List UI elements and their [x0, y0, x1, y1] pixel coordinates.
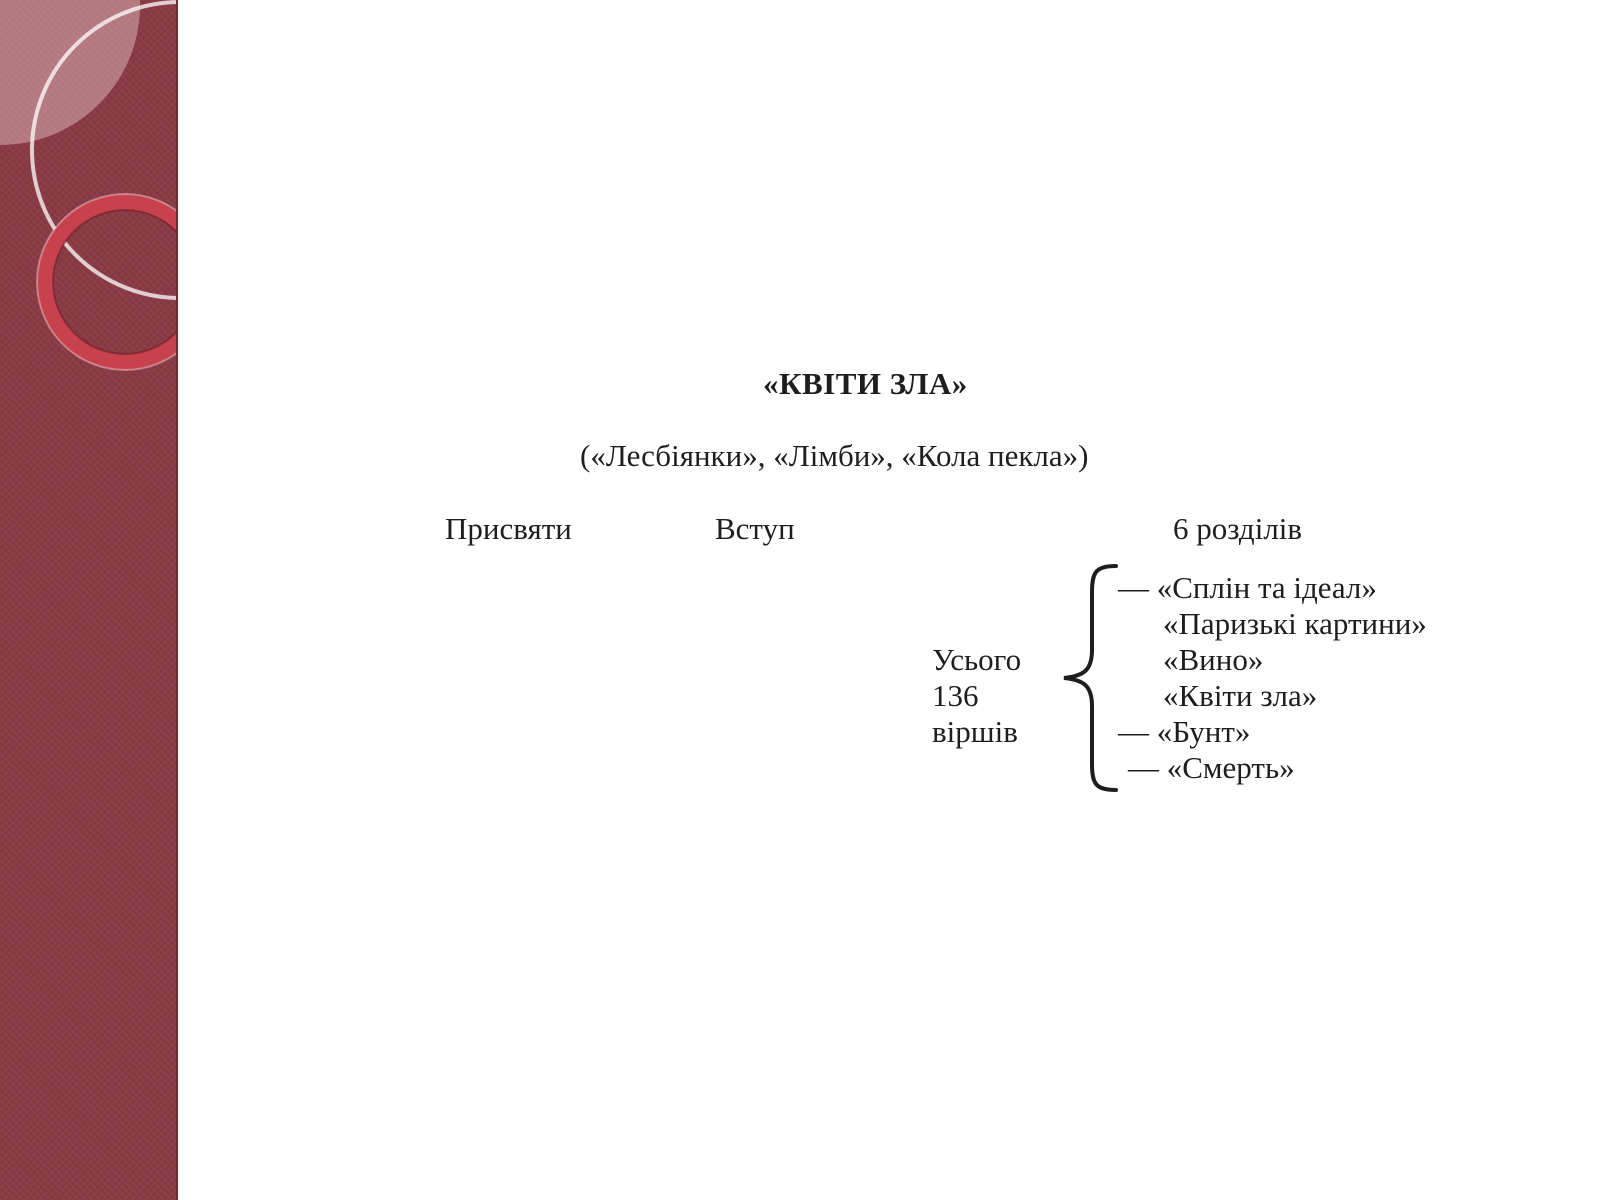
section-item-1	[1118, 572, 1377, 603]
section-label-2: «Паризькі картини»	[1163, 606, 1427, 641]
band-edge	[176, 0, 178, 1200]
section-item-4	[1163, 680, 1317, 711]
diagram-title: «КВІТИ ЗЛА»	[763, 366, 968, 401]
decorative-circles	[0, 0, 178, 420]
diagram-subtitle: («Лесбіянки», «Лімби», «Кола пекла»)	[580, 438, 1089, 473]
total-line-1: Усього	[932, 642, 1022, 677]
section-item-5	[1118, 716, 1250, 747]
section-label-4: «Квіти зла»	[1163, 678, 1318, 713]
curly-brace-icon	[1058, 562, 1120, 794]
label-intro: Вступ	[715, 511, 795, 546]
label-dedications: Присвяти	[445, 511, 572, 546]
light-disc-shape	[0, 0, 140, 145]
section-label-5: «Бунт»	[1156, 714, 1251, 749]
section-label-6: «Смерть»	[1166, 750, 1295, 785]
section-dash-5: —	[1118, 714, 1149, 749]
section-dash-6: —	[1128, 750, 1159, 785]
section-item-3	[1163, 644, 1263, 675]
section-label-3: «Вино»	[1163, 642, 1264, 677]
label-sections-count: 6 розділів	[1173, 511, 1303, 546]
decorative-side-band	[0, 0, 178, 1200]
section-item-2	[1163, 608, 1427, 639]
total-line-3: віршів	[932, 714, 1018, 749]
red-ring-highlight	[37, 194, 178, 370]
section-dash-1: —	[1118, 570, 1149, 605]
section-label-1: «Сплін та ідеал»	[1156, 570, 1377, 605]
total-line-2: 136	[932, 678, 979, 713]
section-item-6	[1128, 752, 1295, 783]
